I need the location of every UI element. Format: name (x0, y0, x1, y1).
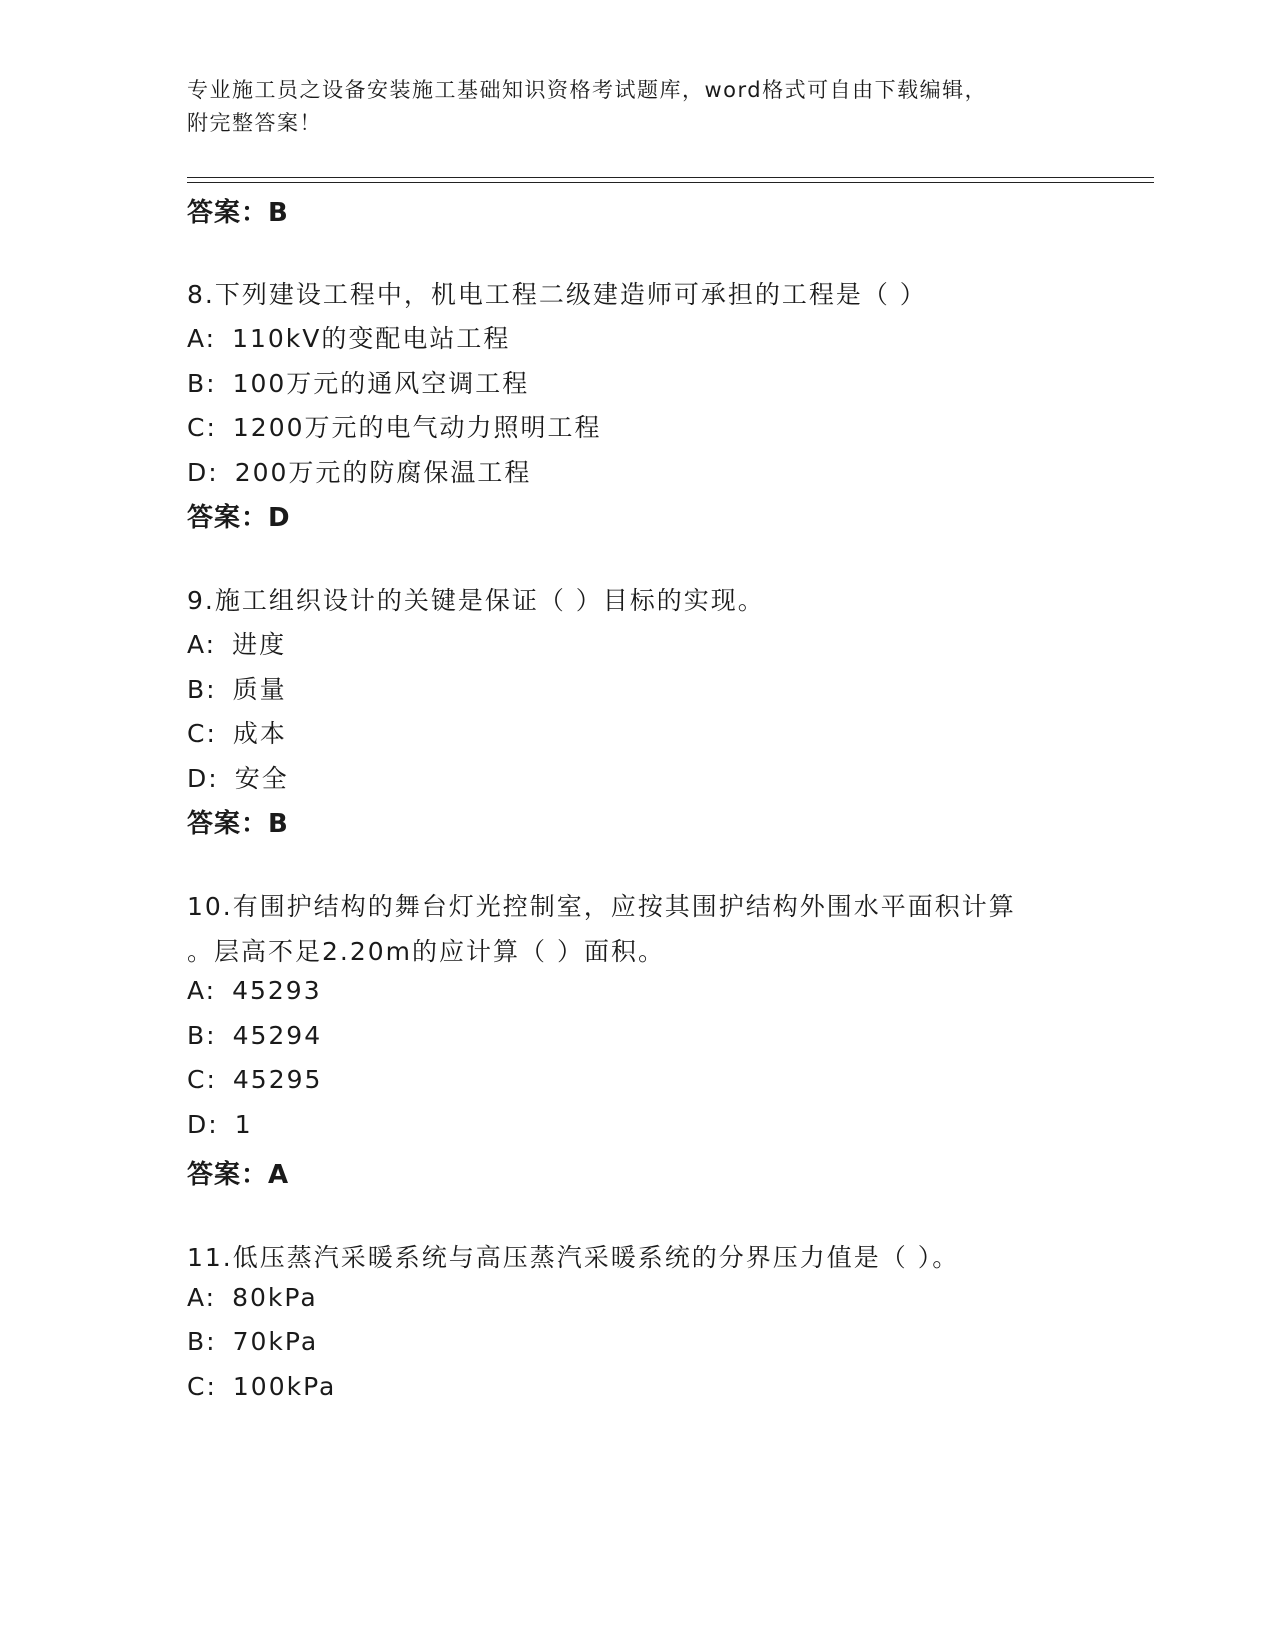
option-letter: D: (187, 764, 219, 793)
option-text: 质量 (232, 675, 287, 704)
question-10-answer: 答案：A (187, 1160, 290, 1190)
question-11-option-a (187, 1283, 318, 1312)
option-text: 70kPa (232, 1327, 319, 1356)
option-text: 45295 (232, 1065, 323, 1094)
option-text: 100万元的通风空调工程 (232, 369, 530, 398)
question-8-option-b (187, 364, 529, 400)
option-letter: D: (187, 1110, 219, 1139)
option-text: 80kPa (232, 1283, 318, 1312)
question-8-stem: 8.下列建设工程中，机电工程二级建造师可承担的工程是（ ） (187, 280, 927, 309)
question-8-answer: 答案：D (187, 503, 291, 533)
option-text: 110kV的变配电站工程 (232, 324, 511, 353)
option-text: 1200万元的电气动力照明工程 (232, 413, 602, 442)
option-letter: A: (187, 1283, 217, 1312)
answer-prev: 答案：B (187, 198, 289, 228)
option-text: 45293 (232, 976, 322, 1005)
header-divider-bottom (187, 182, 1154, 183)
option-text: 100kPa (232, 1372, 337, 1401)
question-8-option-a (187, 319, 510, 355)
option-letter: D: (187, 458, 219, 487)
option-letter: B: (187, 1021, 217, 1050)
question-9-option-c (187, 714, 287, 750)
question-10-option-c (187, 1065, 322, 1094)
question-9-answer: 答案：B (187, 809, 289, 839)
option-letter: A: (187, 324, 217, 353)
option-letter: C: (187, 1372, 217, 1401)
header-divider-top (187, 177, 1154, 178)
question-10-stem-continued: 。层高不足2.20m的应计算（ ）面积。 (187, 937, 665, 966)
option-text: 45294 (232, 1021, 323, 1050)
option-text: 200万元的防腐保温工程 (234, 458, 532, 487)
option-letter: A: (187, 630, 217, 659)
option-text: 进度 (232, 630, 287, 659)
option-text: 1 (234, 1110, 253, 1139)
option-letter: B: (187, 369, 217, 398)
header-line-2: 附完整答案！ (187, 111, 322, 135)
question-10-option-d (187, 1110, 253, 1139)
question-9-stem: 9.施工组织设计的关键是保证（ ）目标的实现。 (187, 586, 765, 615)
option-text: 成本 (232, 719, 287, 748)
question-10-option-a (187, 976, 322, 1005)
question-11-option-b (187, 1327, 318, 1356)
question-8-option-d (187, 453, 531, 489)
question-9-option-b (187, 670, 287, 706)
option-letter: C: (187, 1065, 217, 1094)
question-11-option-c (187, 1372, 336, 1401)
option-letter: B: (187, 1327, 217, 1356)
question-9-option-d (187, 759, 289, 795)
option-letter: C: (187, 719, 217, 748)
question-9-option-a (187, 625, 286, 661)
option-letter: C: (187, 413, 217, 442)
question-10-stem: 10.有围护结构的舞台灯光控制室，应按其围护结构外围水平面积计算 (187, 892, 1016, 921)
document-header (187, 74, 1087, 140)
option-letter: A: (187, 976, 217, 1005)
option-text: 安全 (234, 764, 289, 793)
header-line-1: 专业施工员之设备安装施工基础知识资格考试题库，word格式可自由下载编辑， (187, 78, 988, 102)
question-10-option-b (187, 1021, 322, 1050)
question-8-option-c (187, 408, 602, 444)
option-letter: B: (187, 675, 217, 704)
question-11-stem: 11.低压蒸汽采暖系统与高压蒸汽采暖系统的分界压力值是（ ）。 (187, 1243, 960, 1272)
